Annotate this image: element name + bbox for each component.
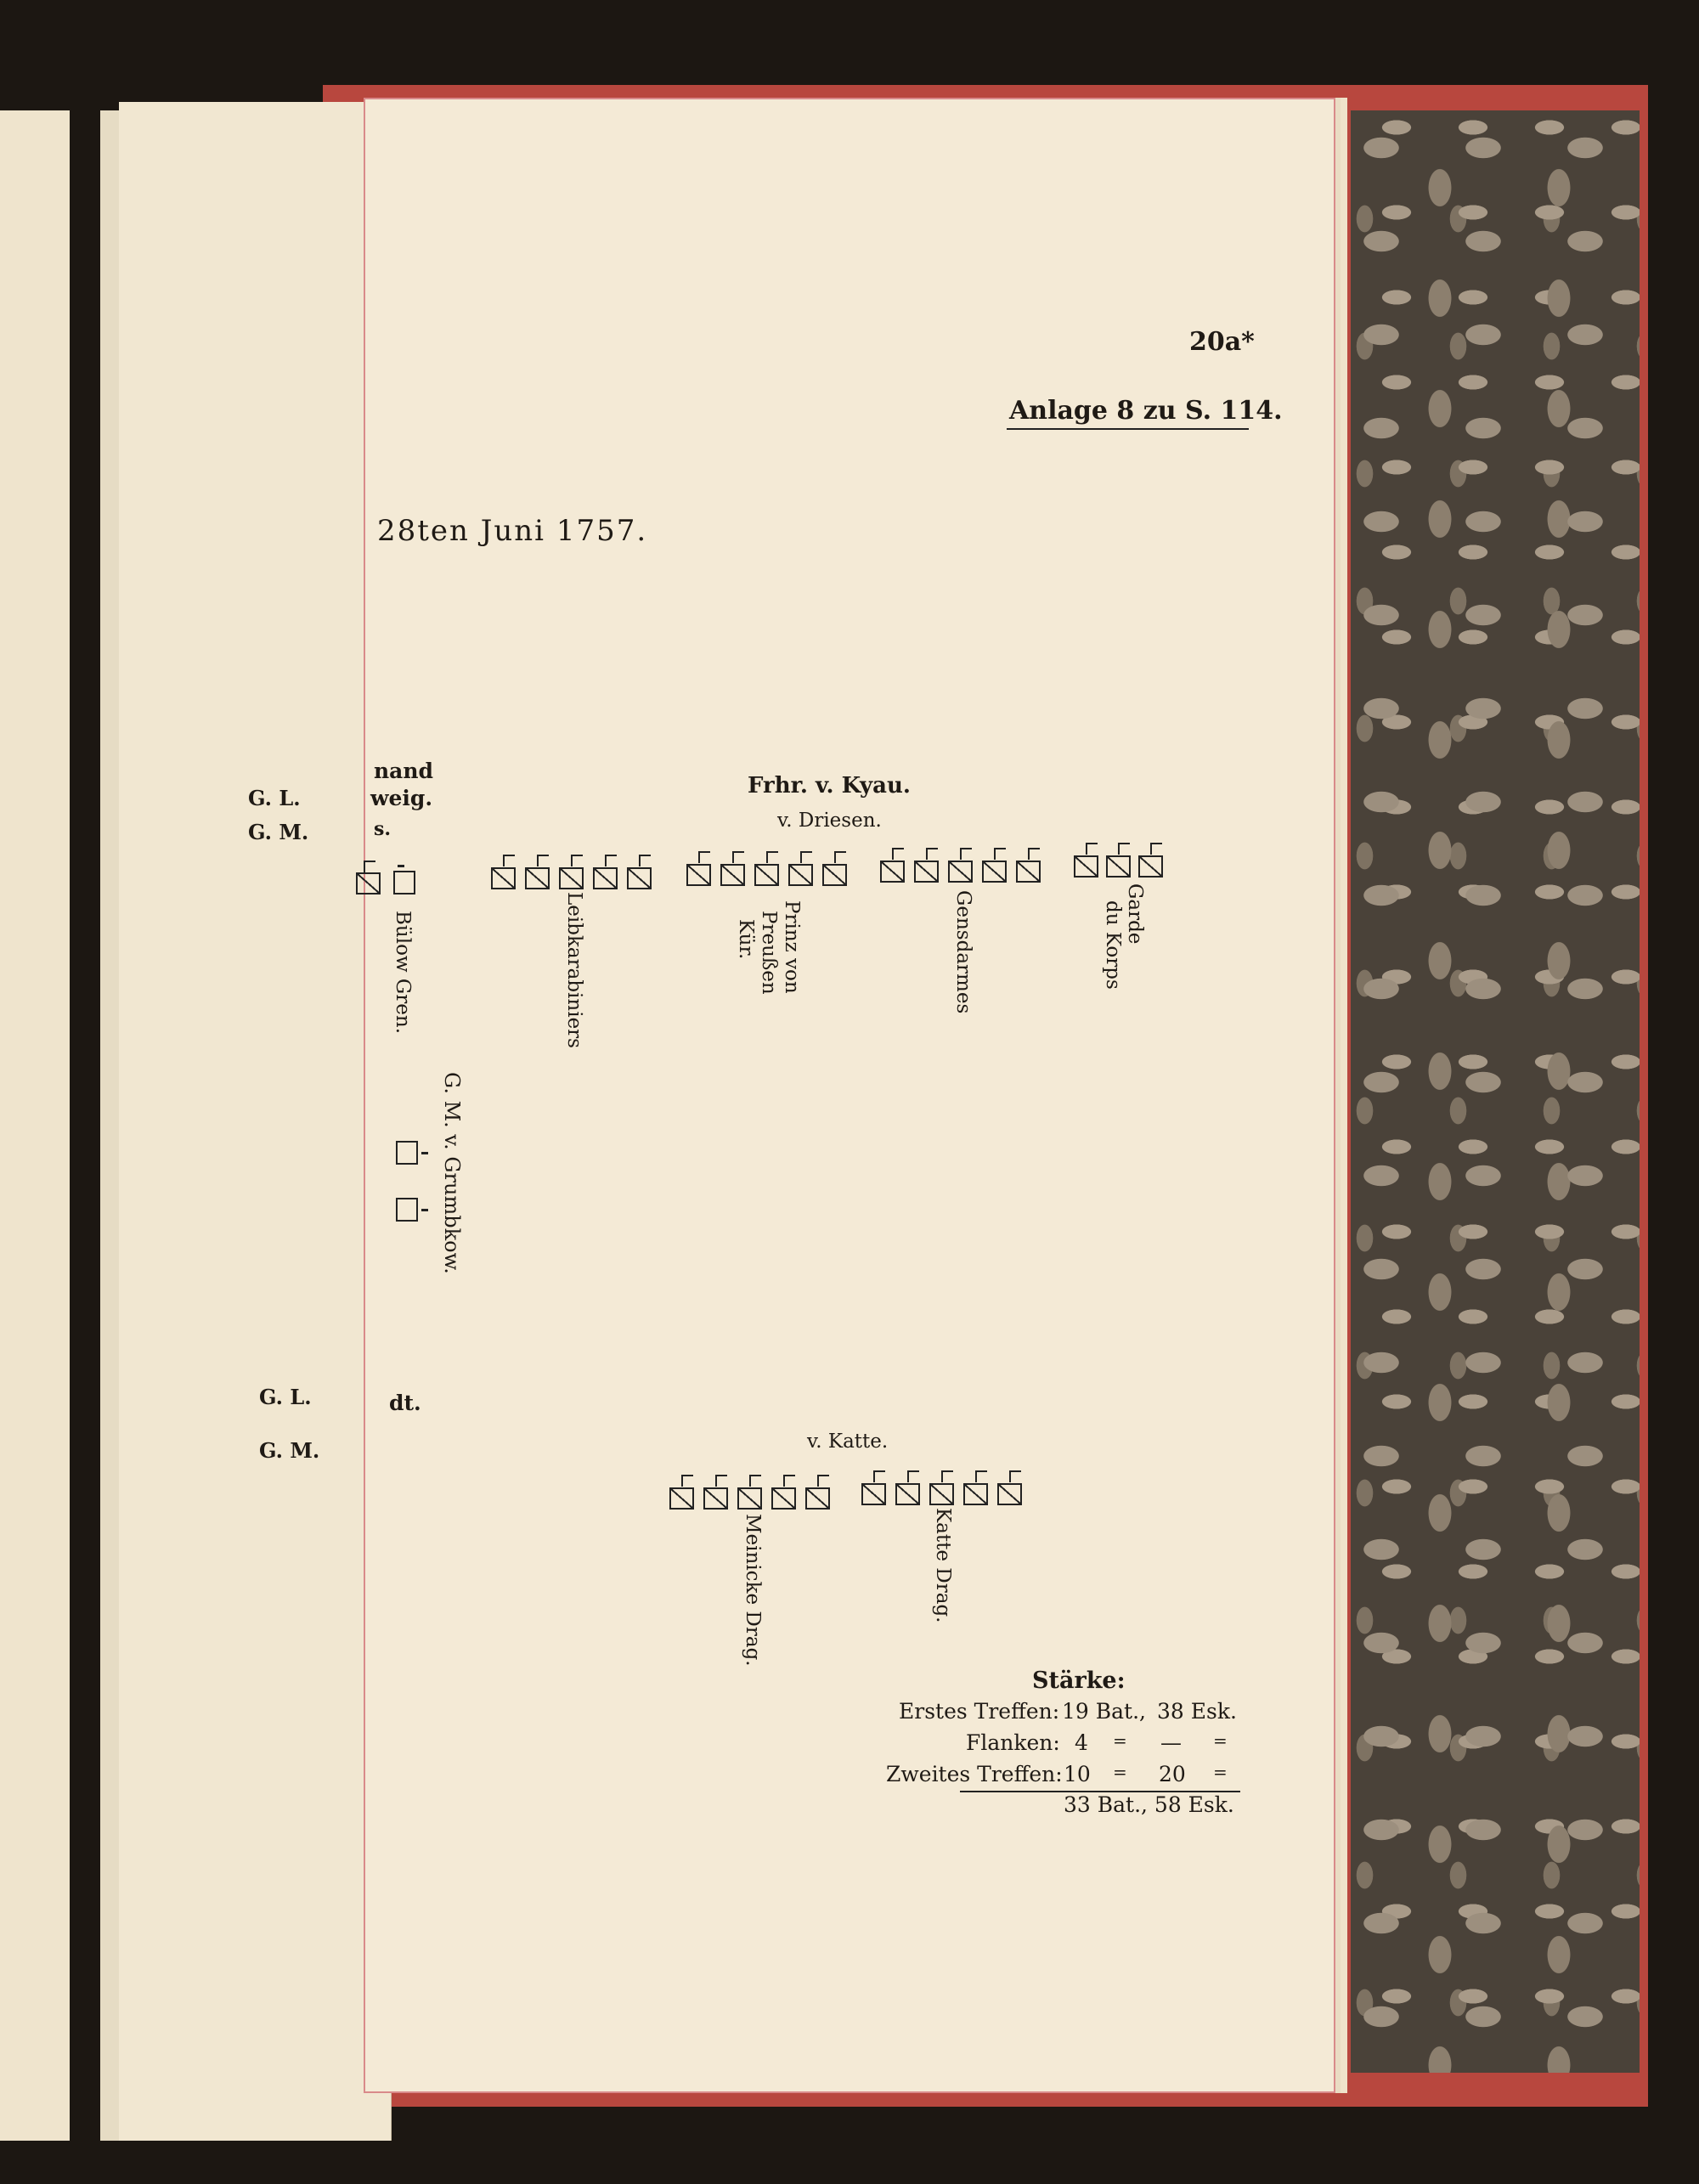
gutter <box>100 110 119 2141</box>
strength-row-label: Zweites Treffen: <box>886 1762 1063 1786</box>
squadron-symbol <box>720 864 745 886</box>
previous-page-edge <box>0 110 70 2141</box>
unit-flag <box>892 848 904 860</box>
unit-label-buelow: Bülow Gren. <box>392 911 414 1035</box>
squadron-symbol <box>1138 855 1163 878</box>
unit-flag <box>1009 1470 1021 1482</box>
flank-battalion-symbol <box>396 1198 418 1222</box>
unit-flag <box>783 1475 795 1487</box>
squadron-symbol <box>703 1487 728 1510</box>
squadron-symbol <box>929 1483 954 1505</box>
unit-flag <box>926 848 938 860</box>
gm-bottom-label: G. M. <box>259 1438 320 1463</box>
unit-flag <box>681 1475 693 1487</box>
unit-flag <box>364 861 375 872</box>
unit-mark <box>398 865 404 867</box>
strength-row-bat: 4 <box>1075 1730 1088 1755</box>
strength-row-bat-mark: = <box>1113 1762 1127 1782</box>
strength-row-label: Erstes Treffen: <box>899 1699 1060 1724</box>
unit-flag <box>907 1470 919 1482</box>
squadron-symbol <box>805 1487 830 1510</box>
squadron-symbol <box>491 867 516 889</box>
left-page <box>119 102 392 2141</box>
squadron-symbol <box>737 1487 762 1510</box>
unit-flag <box>1150 843 1162 855</box>
squadron-symbol <box>559 867 584 889</box>
flank-commander: G. M. v. Grumbkow. <box>440 1072 464 1274</box>
squadron-symbol <box>997 1483 1022 1505</box>
gl-top-label: G. L. <box>248 786 301 810</box>
fragment-s: s. <box>374 818 392 840</box>
unit-flag <box>800 851 812 863</box>
squadron-symbol <box>525 867 550 889</box>
unit-flag <box>605 855 617 866</box>
strength-row-bat: 10 <box>1064 1762 1091 1786</box>
unit-label-leibkarabiniers: Leibkarabiniers <box>563 892 585 1048</box>
battle-date: 28ten Juni 1757. <box>377 514 648 548</box>
squadron-symbol <box>914 861 939 883</box>
squadron-symbol <box>1016 861 1041 883</box>
squadron-symbol <box>1074 855 1098 878</box>
unit-flag <box>732 851 744 863</box>
unit-mark <box>421 1152 428 1154</box>
unit-label-gensdarmes: Gensdarmes <box>952 890 974 1014</box>
fragment-nand: nand <box>374 759 434 783</box>
unit-flag <box>571 855 583 866</box>
second-line-commander: v. Katte. <box>807 1431 889 1453</box>
unit-flag <box>766 851 778 863</box>
unit-flag <box>941 1470 953 1482</box>
unit-flag <box>1028 848 1040 860</box>
squadron-symbol <box>880 861 905 883</box>
unit-flag <box>698 851 710 863</box>
unit-label-garde-line2: du Korps <box>1102 900 1124 990</box>
squadron-symbol <box>771 1487 796 1510</box>
unit-label-prinz-line1: Prinz von <box>781 900 803 994</box>
strength-row-esk-mark: = <box>1213 1730 1228 1751</box>
strength-total: 33 Bat., 58 Esk. <box>1064 1792 1234 1817</box>
squadron-symbol <box>1106 855 1131 878</box>
unit-flag <box>639 855 651 866</box>
strength-row-esk: 20 <box>1159 1762 1186 1786</box>
squadron-symbol <box>754 864 779 886</box>
squadron-symbol <box>686 864 711 886</box>
strength-title: Stärke: <box>1032 1668 1126 1694</box>
page-number: 20a* <box>1189 327 1255 357</box>
squadron-symbol <box>627 867 652 889</box>
unit-label-katte: Katte Drag. <box>932 1508 954 1623</box>
first-line-commander: Frhr. v. Kyau. <box>748 773 911 799</box>
fragment-dt: dt. <box>389 1391 421 1415</box>
squadron-symbol <box>788 864 813 886</box>
unit-flag <box>537 855 549 866</box>
squadron-symbol <box>963 1483 988 1505</box>
unit-flag <box>1118 843 1130 855</box>
strength-row-bat-mark: = <box>1113 1730 1127 1751</box>
squadron-symbol <box>593 867 618 889</box>
unit-label-meinicke: Meinicke Drag. <box>742 1514 764 1667</box>
unit-label-prinz-line2: Preußen <box>758 911 780 995</box>
unit-flag <box>715 1475 727 1487</box>
flank-battalion-symbol <box>396 1141 418 1165</box>
squadron-symbol <box>861 1483 886 1505</box>
strength-row-esk: — <box>1160 1730 1182 1755</box>
squadron-symbol <box>948 861 973 883</box>
strength-row-esk: 38 Esk. <box>1157 1699 1237 1724</box>
marbled-endpaper <box>1351 110 1640 2073</box>
squadron-symbol <box>895 1483 920 1505</box>
strength-row-esk-mark: = <box>1213 1762 1228 1782</box>
strength-row-label: Flanken: <box>966 1730 1060 1755</box>
unit-flag <box>503 855 515 866</box>
gl-bottom-label: G. L. <box>259 1385 312 1409</box>
battalion-symbol <box>393 871 415 894</box>
squadron-symbol <box>669 1487 694 1510</box>
unit-flag <box>1086 843 1098 855</box>
unit-label-garde-line1: Garde <box>1124 883 1146 945</box>
unit-mark <box>421 1209 428 1211</box>
unit-label-prinz-line3: Kür. <box>735 919 757 960</box>
appendix-underline <box>1007 428 1249 430</box>
unit-flag <box>873 1470 885 1482</box>
unit-flag <box>975 1470 987 1482</box>
unit-flag <box>817 1475 829 1487</box>
first-line-subcommander: v. Driesen. <box>777 810 882 832</box>
unit-flag <box>994 848 1006 860</box>
strength-row-bat: 19 Bat., <box>1062 1699 1146 1724</box>
fragment-weig: weig. <box>370 786 433 810</box>
squadron-symbol <box>822 864 847 886</box>
unit-flag <box>960 848 972 860</box>
gm-top-label: G. M. <box>248 820 309 844</box>
unit-flag <box>834 851 846 863</box>
appendix-reference: Anlage 8 zu S. 114. <box>1009 396 1283 426</box>
battalion-symbol <box>356 872 381 894</box>
unit-flag <box>749 1475 761 1487</box>
squadron-symbol <box>982 861 1007 883</box>
